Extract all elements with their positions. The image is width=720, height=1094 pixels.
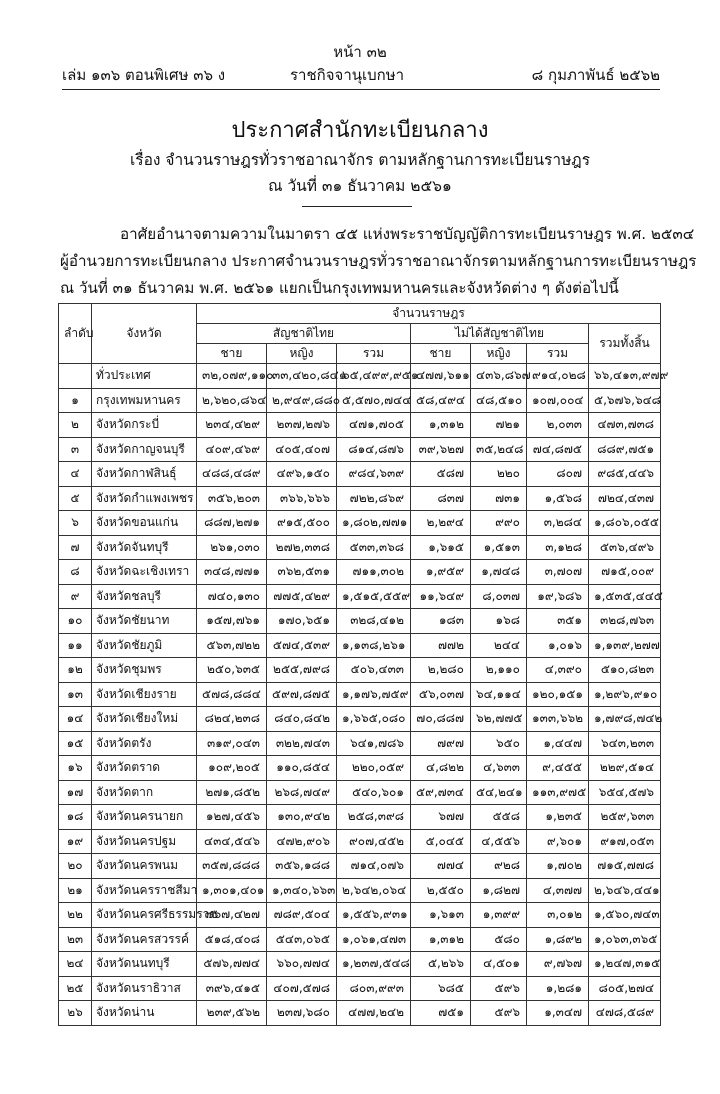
thai-female-cell: ๓๕๖,๑๘๘ (267, 854, 337, 879)
grand-total-cell: ๔๗๓,๗๓๘ (589, 413, 661, 438)
table-row (59, 437, 661, 462)
row-province-cell: จังหวัดตรัง (92, 731, 197, 756)
nonthai-female-cell: ๖๔,๑๑๔ (471, 682, 527, 707)
thai-male-cell: ๓๕๖,๒๐๓ (197, 486, 267, 511)
row-province-cell: กรุงเทพมหานคร (92, 388, 197, 413)
nonthai-total-cell: ๑,๗๐๒ (527, 854, 589, 879)
thai-female-cell: ๑๓๐,๙๔๒ (267, 805, 337, 830)
thai-male-cell: ๒๕๐,๖๓๕ (197, 658, 267, 683)
table-row (59, 682, 661, 707)
nonthai-total-cell: ๙,๗๖๗ (527, 952, 589, 977)
thai-total-cell: ๑,๕๑๕,๕๕๙ (337, 584, 411, 609)
row-province-cell: จังหวัดกาฬสินธุ์ (92, 462, 197, 487)
thai-male-cell: ๒๖๑,๐๓๐ (197, 535, 267, 560)
paragraph-line-1: อาศัยอำนาจตามความในมาตรา ๔๕ แห่งพระราชบัญญัติการทะเบียนราษฎร พ.ศ. ๒๕๓๔ (120, 225, 695, 243)
row-province-cell: จังหวัดเชียงใหม่ (92, 707, 197, 732)
row-seq-cell: ๒๔ (59, 952, 92, 977)
thai-male-cell: ๑๒๗,๔๕๖ (197, 805, 267, 830)
nonthai-female-cell: ๕๙๖ (471, 976, 527, 1001)
page-number: หน้า ๓๒ (333, 43, 387, 61)
nonthai-total-cell: ๑๙,๖๘๖ (527, 584, 589, 609)
grand-total-cell: ๙๘๕,๔๔๖ (589, 462, 661, 487)
grand-total-cell: ๖๕๔,๕๗๖ (589, 780, 661, 805)
nonthai-male-cell: ๑๑,๖๔๙ (411, 584, 471, 609)
thai-male-cell: ๓๔๘,๗๗๑ (197, 560, 267, 585)
row-province-cell: จังหวัดนครนายก (92, 805, 197, 830)
row-province-cell: จังหวัดกำแพงเพชร (92, 486, 197, 511)
row-seq-cell: ๖ (59, 511, 92, 536)
table-row (59, 462, 661, 487)
nonthai-female-cell: ๕๙๖ (471, 1001, 527, 1026)
thai-male-cell: ๑,๓๐๑,๔๐๑ (197, 878, 267, 903)
row-seq-cell: ๑๙ (59, 829, 92, 854)
thai-total-cell: ๕๐๖,๔๓๓ (337, 658, 411, 683)
row-province-cell: จังหวัดนครปฐม (92, 829, 197, 854)
thai-male-cell: ๒๓๙,๕๖๒ (197, 1001, 267, 1026)
nonthai-total-cell: ๓,๑๒๘ (527, 535, 589, 560)
grand-total-cell: ๕๑๐,๘๒๓ (589, 658, 661, 683)
table-row (59, 609, 661, 634)
thai-female-cell: ๒๓๗,๒๗๖ (267, 413, 337, 438)
nonthai-male-cell: ๕,๐๔๕ (411, 829, 471, 854)
volume-info: เล่ม ๑๓๖ ตอนพิเศษ ๓๖ ง (62, 66, 226, 84)
grand-total-cell: ๗๒๔,๔๓๗ (589, 486, 661, 511)
nonthai-female-cell: ๔๓๖,๘๖๗ (471, 364, 527, 389)
thai-female-cell: ๒๕๕,๗๙๘ (267, 658, 337, 683)
row-seq-cell: ๒๕ (59, 976, 92, 1001)
nonthai-female-cell: ๒๔๔ (471, 633, 527, 658)
thai-male-cell: ๓๕๗,๘๘๘ (197, 854, 267, 879)
row-province-cell: จังหวัดน่าน (92, 1001, 197, 1026)
thai-female-cell: ๒๗๒,๓๓๘ (267, 535, 337, 560)
thai-male-cell: ๕๗๖,๗๗๔ (197, 952, 267, 977)
row-seq-cell: ๓ (59, 437, 92, 462)
thai-female-cell: ๔๐๕,๔๐๗ (267, 437, 337, 462)
nonthai-female-cell: ๖๒,๗๗๕ (471, 707, 527, 732)
grand-total-cell: ๗๑๕,๗๗๘ (589, 854, 661, 879)
thai-male-cell: ๔๓๔,๕๔๖ (197, 829, 267, 854)
row-seq-cell: ๑๖ (59, 756, 92, 781)
table-row (59, 854, 661, 879)
nonthai-male-cell: ๕๖,๐๓๗ (411, 682, 471, 707)
nonthai-female-cell: ๙๒๘ (471, 854, 527, 879)
thai-total-cell: ๒๒๐,๐๕๙ (337, 756, 411, 781)
thai-male-cell: ๘๒๔,๒๓๘ (197, 707, 267, 732)
header-seq: ลำดับ (59, 304, 92, 364)
row-province-cell: จังหวัดนครศรีธรรมราช (92, 903, 197, 928)
thai-female-cell: ๗๘๙,๕๐๔ (267, 903, 337, 928)
row-seq-cell: ๒๓ (59, 927, 92, 952)
nonthai-female-cell: ๖๕๐ (471, 731, 527, 756)
nonthai-total-cell: ๑๑๓,๙๗๕ (527, 780, 589, 805)
thai-total-cell: ๓๒๘,๔๑๒ (337, 609, 411, 634)
header-province: จังหวัด (92, 304, 197, 364)
nonthai-male-cell: ๑,๙๕๙ (411, 560, 471, 585)
thai-female-cell: ๒,๙๔๙,๘๘๐ (267, 388, 337, 413)
nonthai-male-cell: ๑๘๓ (411, 609, 471, 634)
nonthai-female-cell: ๔๘,๕๑๐ (471, 388, 527, 413)
thai-male-cell: ๕๖๓,๗๒๒ (197, 633, 267, 658)
thai-male-cell: ๒๓๔,๔๒๙ (197, 413, 267, 438)
nonthai-female-cell: ๗๓๑ (471, 486, 527, 511)
table-row (59, 413, 661, 438)
thai-male-cell: ๑๐๙,๒๐๕ (197, 756, 267, 781)
thai-total-cell: ๗๑๑,๓๐๒ (337, 560, 411, 585)
table-row (59, 364, 661, 389)
title-divider (302, 206, 412, 207)
nonthai-female-cell: ๕๔,๒๔๑ (471, 780, 527, 805)
thai-male-cell: ๔๘๘,๔๘๙ (197, 462, 267, 487)
thai-female-cell: ๗๗๕,๔๒๙ (267, 584, 337, 609)
row-seq-cell: ๒๒ (59, 903, 92, 928)
row-province-cell: จังหวัดชัยภูมิ (92, 633, 197, 658)
nonthai-male-cell: ๕๘๗ (411, 462, 471, 487)
gazette-header (62, 63, 660, 85)
nonthai-male-cell: ๘๓๗ (411, 486, 471, 511)
thai-total-cell: ๙๐๗,๔๕๒ (337, 829, 411, 854)
table-row (59, 903, 661, 928)
row-seq-cell: ๑๑ (59, 633, 92, 658)
thai-total-cell: ๔๗๑,๗๐๕ (337, 413, 411, 438)
announcement-date: ณ วันที่ ๓๑ ธันวาคม ๒๕๖๑ (268, 177, 452, 195)
nonthai-total-cell: ๑,๐๑๖ (527, 633, 589, 658)
table-row (59, 976, 661, 1001)
table-row (59, 511, 661, 536)
table-row (59, 829, 661, 854)
table-row (59, 927, 661, 952)
nonthai-total-cell: ๑,๓๔๗ (527, 1001, 589, 1026)
thai-total-cell: ๒๕๘,๓๙๘ (337, 805, 411, 830)
thai-total-cell: ๑,๖๖๕,๐๘๐ (337, 707, 411, 732)
thai-total-cell: ๙๘๔,๖๓๙ (337, 462, 411, 487)
row-province-cell: จังหวัดนครพนม (92, 854, 197, 879)
nonthai-male-cell: ๕,๒๖๖ (411, 952, 471, 977)
row-province-cell: จังหวัดเชียงราย (92, 682, 197, 707)
paragraph-line-3: ณ วันที่ ๓๑ ธันวาคม พ.ศ. ๒๕๖๑ แยกเป็นกรุงเทพมหานครและจังหวัดต่าง ๆ ดังต่อไปนี้ (60, 279, 619, 297)
nonthai-male-cell: ๖๘๕ (411, 976, 471, 1001)
table-row (59, 780, 661, 805)
nonthai-total-cell: ๑,๔๔๗ (527, 731, 589, 756)
thai-total-cell: ๗๑๔,๐๗๖ (337, 854, 411, 879)
thai-female-cell: ๘๔๐,๘๔๒ (267, 707, 337, 732)
row-seq-cell: ๑๐ (59, 609, 92, 634)
row-province-cell: จังหวัดขอนแก่น (92, 511, 197, 536)
nonthai-total-cell: ๗๔,๘๗๕ (527, 437, 589, 462)
grand-total-cell: ๒,๖๔๖,๔๔๑ (589, 878, 661, 903)
nonthai-male-cell: ๑,๖๑๕ (411, 535, 471, 560)
publication-date: ๘ กุมภาพันธ์ ๒๕๖๒ (531, 66, 660, 84)
nonthai-male-cell: ๒,๕๕๐ (411, 878, 471, 903)
nonthai-female-cell: ๓๕,๒๔๘ (471, 437, 527, 462)
grand-total-cell: ๒๒๙,๕๑๔ (589, 756, 661, 781)
thai-female-cell: ๓๖๖,๖๖๖ (267, 486, 337, 511)
table-row (59, 388, 661, 413)
row-seq-cell: ๘ (59, 560, 92, 585)
thai-female-cell: ๔๙๖,๑๕๐ (267, 462, 337, 487)
thai-male-cell: ๘๘๗,๒๗๑ (197, 511, 267, 536)
row-seq-cell: ๑ (59, 388, 92, 413)
nonthai-male-cell: ๕๙,๗๓๔ (411, 780, 471, 805)
table-row (59, 658, 661, 683)
thai-total-cell: ๕๓๓,๓๖๘ (337, 535, 411, 560)
nonthai-male-cell: ๒,๒๘๐ (411, 658, 471, 683)
nonthai-female-cell: ๑,๓๙๙ (471, 903, 527, 928)
row-seq-cell: ๑๗ (59, 780, 92, 805)
nonthai-male-cell: ๕๘,๔๙๔ (411, 388, 471, 413)
grand-total-cell: ๑,๐๖๓,๓๖๕ (589, 927, 661, 952)
nonthai-male-cell: ๗๐,๘๘๗ (411, 707, 471, 732)
table-row (59, 1001, 661, 1026)
thai-total-cell: ๕,๕๗๐,๗๔๔ (337, 388, 411, 413)
thai-female-cell: ๕๙๗,๘๗๕ (267, 682, 337, 707)
header-thai-female: หญิง (267, 344, 337, 364)
nonthai-total-cell: ๘๐๗ (527, 462, 589, 487)
table-row (59, 731, 661, 756)
nonthai-male-cell: ๑,๓๑๒ (411, 413, 471, 438)
nonthai-female-cell: ๒,๑๑๐ (471, 658, 527, 683)
thai-total-cell: ๘๐๓,๙๙๓ (337, 976, 411, 1001)
nonthai-female-cell: ๙๙๐ (471, 511, 527, 536)
thai-female-cell: ๒๖๘,๗๔๙ (267, 780, 337, 805)
nonthai-female-cell: ๑,๕๑๓ (471, 535, 527, 560)
nonthai-female-cell: ๔,๕๐๑ (471, 952, 527, 977)
thai-female-cell: ๕๔๓,๐๖๕ (267, 927, 337, 952)
grand-total-cell: ๗๑๕,๐๐๙ (589, 560, 661, 585)
row-seq-cell: ๙ (59, 584, 92, 609)
row-seq-cell: ๑๒ (59, 658, 92, 683)
row-seq-cell: ๒๑ (59, 878, 92, 903)
nonthai-female-cell: ๑๖๘ (471, 609, 527, 634)
thai-male-cell: ๒๗๑,๘๕๒ (197, 780, 267, 805)
thai-male-cell: ๔๐๙,๔๖๙ (197, 437, 267, 462)
nonthai-male-cell: ๑,๖๑๓ (411, 903, 471, 928)
thai-female-cell: ๑๑๐,๘๕๔ (267, 756, 337, 781)
header-nonthai-male: ชาย (411, 344, 471, 364)
thai-female-cell: ๒๓๗,๖๘๐ (267, 1001, 337, 1026)
row-province-cell: จังหวัดนนทบุรี (92, 952, 197, 977)
header-thai-male: ชาย (197, 344, 267, 364)
announcement-subject: เรื่อง จำนวนราษฎรทั่วราชอาณาจักร ตามหลักฐานการทะเบียนราษฎร (129, 151, 591, 169)
table-row (59, 584, 661, 609)
thai-female-cell: ๔๗๒,๙๐๖ (267, 829, 337, 854)
thai-female-cell: ๙๑๕,๕๐๐ (267, 511, 337, 536)
nonthai-female-cell: ๔,๖๓๓ (471, 756, 527, 781)
row-seq-cell: ๒ (59, 413, 92, 438)
row-province-cell: จังหวัดชุมพร (92, 658, 197, 683)
row-seq-cell: ๔ (59, 462, 92, 487)
header-rule (62, 89, 660, 90)
header-grand-total: รวมทั้งสิ้น (589, 324, 661, 364)
nonthai-male-cell: ๑,๓๑๒ (411, 927, 471, 952)
thai-total-cell: ๑,๑๓๘,๒๖๑ (337, 633, 411, 658)
thai-total-cell: ๑,๒๓๗,๕๔๘ (337, 952, 411, 977)
thai-female-cell: ๖๖๐,๗๗๔ (267, 952, 337, 977)
nonthai-female-cell: ๑,๗๔๘ (471, 560, 527, 585)
grand-total-cell: ๖๖,๔๑๓,๙๗๙ (589, 364, 661, 389)
population-table (58, 303, 669, 1026)
thai-male-cell: ๑๕๗,๗๖๑ (197, 609, 267, 634)
header-thai-total: รวม (337, 344, 411, 364)
thai-female-cell: ๕๗๔,๕๓๙ (267, 633, 337, 658)
table-row (59, 560, 661, 585)
nonthai-total-cell: ๙๑๔,๐๒๘ (527, 364, 589, 389)
header-thai: สัญชาติไทย (197, 324, 411, 344)
nonthai-male-cell: ๗๗๔ (411, 854, 471, 879)
announcement-title: ประกาศสำนักทะเบียนกลาง (231, 118, 489, 143)
nonthai-total-cell: ๑,๕๖๘ (527, 486, 589, 511)
thai-total-cell: ๒,๖๔๒,๐๖๔ (337, 878, 411, 903)
nonthai-female-cell: ๕๕๘ (471, 805, 527, 830)
paragraph-line-2: ผู้อำนวยการทะเบียนกลาง ประกาศจำนวนราษฎรทั่วราชอาณาจักรตามหลักฐานการทะเบียนราษฎร (60, 252, 697, 270)
thai-total-cell: ๑,๐๖๑,๔๗๓ (337, 927, 411, 952)
grand-total-cell: ๑,๗๙๘,๗๔๒ (589, 707, 661, 732)
row-province-cell: จังหวัดกาญจนบุรี (92, 437, 197, 462)
thai-female-cell: ๓๖๒,๕๓๑ (267, 560, 337, 585)
row-province-cell: ทั่วประเทศ (92, 364, 197, 389)
nonthai-total-cell: ๓,๗๐๗ (527, 560, 589, 585)
row-seq-cell (59, 364, 92, 389)
thai-female-cell: ๑,๓๔๐,๖๖๓ (267, 878, 337, 903)
table-body (59, 364, 669, 1026)
row-province-cell: จังหวัดจันทบุรี (92, 535, 197, 560)
grand-total-cell: ๑,๕๓๕,๔๔๕ (589, 584, 661, 609)
nonthai-total-cell: ๔,๓๙๐ (527, 658, 589, 683)
nonthai-male-cell: ๒,๒๙๔ (411, 511, 471, 536)
grand-total-cell: ๑,๒๙๖,๙๑๐ (589, 682, 661, 707)
row-seq-cell: ๒๐ (59, 854, 92, 879)
nonthai-total-cell: ๓๕๑ (527, 609, 589, 634)
nonthai-total-cell: ๑,๒๘๑ (527, 976, 589, 1001)
row-province-cell: จังหวัดนครราชสีมา (92, 878, 197, 903)
nonthai-total-cell: ๑๓๓,๖๖๒ (527, 707, 589, 732)
header-nonthai-female: หญิง (471, 344, 527, 364)
grand-total-cell: ๕๓๖,๔๙๖ (589, 535, 661, 560)
grand-total-cell: ๖๔๓,๒๓๓ (589, 731, 661, 756)
nonthai-total-cell: ๔,๓๗๗ (527, 878, 589, 903)
row-seq-cell: ๑๕ (59, 731, 92, 756)
nonthai-male-cell: ๔,๘๒๒ (411, 756, 471, 781)
thai-total-cell: ๑,๘๐๒,๗๗๑ (337, 511, 411, 536)
thai-female-cell: ๓๒๒,๗๔๓ (267, 731, 337, 756)
row-seq-cell: ๑๓ (59, 682, 92, 707)
nonthai-total-cell: ๓,๐๑๒ (527, 903, 589, 928)
grand-total-cell: ๕,๖๗๖,๖๔๘ (589, 388, 661, 413)
row-seq-cell: ๑๘ (59, 805, 92, 830)
nonthai-female-cell: ๔,๕๕๖ (471, 829, 527, 854)
nonthai-female-cell: ๘,๐๓๗ (471, 584, 527, 609)
row-province-cell: จังหวัดกระบี่ (92, 413, 197, 438)
nonthai-male-cell: ๖๗๗ (411, 805, 471, 830)
row-seq-cell: ๑๔ (59, 707, 92, 732)
table-row (59, 878, 661, 903)
nonthai-total-cell: ๑๒๐,๑๕๑ (527, 682, 589, 707)
header-nonthai-total: รวม (527, 344, 589, 364)
thai-total-cell: ๑,๕๕๖,๙๓๑ (337, 903, 411, 928)
grand-total-cell: ๔๗๘,๕๘๙ (589, 1001, 661, 1026)
grand-total-cell: ๘๐๕,๒๗๔ (589, 976, 661, 1001)
thai-male-cell: ๓๙๖,๔๑๕ (197, 976, 267, 1001)
row-province-cell: จังหวัดนราธิวาส (92, 976, 197, 1001)
thai-male-cell: ๓๒,๐๗๙,๑๑๐ (197, 364, 267, 389)
grand-total-cell: ๘๘๙,๗๕๑ (589, 437, 661, 462)
row-province-cell: จังหวัดนครสวรรค์ (92, 927, 197, 952)
nonthai-female-cell: ๗๒๑ (471, 413, 527, 438)
table-row (59, 486, 661, 511)
nonthai-total-cell: ๓,๒๘๔ (527, 511, 589, 536)
row-province-cell: จังหวัดตราด (92, 756, 197, 781)
table-row (59, 805, 661, 830)
nonthai-female-cell: ๒๒๐ (471, 462, 527, 487)
thai-total-cell: ๘๑๔,๘๗๖ (337, 437, 411, 462)
row-province-cell: จังหวัดชลบุรี (92, 584, 197, 609)
nonthai-total-cell: ๒,๐๓๓ (527, 413, 589, 438)
row-province-cell: จังหวัดฉะเชิงเทรา (92, 560, 197, 585)
nonthai-male-cell: ๔๗๗,๖๑๑ (411, 364, 471, 389)
header-population: จำนวนราษฎร (197, 304, 661, 324)
thai-male-cell: ๕๑๘,๔๐๘ (197, 927, 267, 952)
table-row (59, 633, 661, 658)
table-row (59, 535, 661, 560)
thai-female-cell: ๓๓,๔๒๐,๘๔๑ (267, 364, 337, 389)
thai-male-cell: ๗๔๐,๑๓๐ (197, 584, 267, 609)
nonthai-male-cell: ๗๕๑ (411, 1001, 471, 1026)
thai-total-cell: ๕๔๐,๖๐๑ (337, 780, 411, 805)
thai-male-cell: ๕๗๘,๘๘๔ (197, 682, 267, 707)
nonthai-total-cell: ๙,๔๕๕ (527, 756, 589, 781)
nonthai-total-cell: ๙,๖๐๑ (527, 829, 589, 854)
grand-total-cell: ๙๑๗,๐๕๓ (589, 829, 661, 854)
row-province-cell: จังหวัดชัยนาท (92, 609, 197, 634)
nonthai-female-cell: ๑,๘๒๗ (471, 878, 527, 903)
thai-female-cell: ๔๐๗,๕๗๘ (267, 976, 337, 1001)
nonthai-male-cell: ๗๙๗ (411, 731, 471, 756)
thai-total-cell: ๔๗๗,๒๔๒ (337, 1001, 411, 1026)
table-row (59, 952, 661, 977)
thai-male-cell: ๒,๖๒๐,๘๖๔ (197, 388, 267, 413)
thai-total-cell: ๑,๑๗๖,๗๕๙ (337, 682, 411, 707)
thai-male-cell: ๗๖๗,๔๒๗ (197, 903, 267, 928)
grand-total-cell: ๑,๒๔๗,๓๑๕ (589, 952, 661, 977)
row-seq-cell: ๒๖ (59, 1001, 92, 1026)
thai-total-cell: ๗๒๒,๘๖๙ (337, 486, 411, 511)
publication-name: ราชกิจจานุเบกษา (290, 66, 405, 84)
nonthai-female-cell: ๕๘๐ (471, 927, 527, 952)
nonthai-male-cell: ๓๙,๖๒๗ (411, 437, 471, 462)
thai-female-cell: ๑๗๐,๖๕๑ (267, 609, 337, 634)
grand-total-cell: ๒๕๙,๖๓๓ (589, 805, 661, 830)
grand-total-cell: ๑,๕๖๐,๗๔๓ (589, 903, 661, 928)
thai-male-cell: ๓๑๙,๐๔๓ (197, 731, 267, 756)
table-row (59, 707, 661, 732)
header-non-thai: ไม่ได้สัญชาติไทย (411, 324, 589, 344)
thai-total-cell: ๖๔๑,๗๘๖ (337, 731, 411, 756)
grand-total-cell: ๑,๑๓๙,๒๗๗ (589, 633, 661, 658)
nonthai-total-cell: ๑๐๗,๐๐๔ (527, 388, 589, 413)
row-seq-cell: ๗ (59, 535, 92, 560)
row-province-cell: จังหวัดตาก (92, 780, 197, 805)
nonthai-total-cell: ๑,๘๙๒ (527, 927, 589, 952)
row-seq-cell: ๕ (59, 486, 92, 511)
grand-total-cell: ๑,๘๐๖,๐๕๕ (589, 511, 661, 536)
nonthai-male-cell: ๗๗๒ (411, 633, 471, 658)
thai-total-cell: ๖๕,๔๙๙,๙๕๑ (337, 364, 411, 389)
table-row (59, 756, 661, 781)
grand-total-cell: ๓๒๘,๗๖๓ (589, 609, 661, 634)
nonthai-total-cell: ๑,๒๓๕ (527, 805, 589, 830)
